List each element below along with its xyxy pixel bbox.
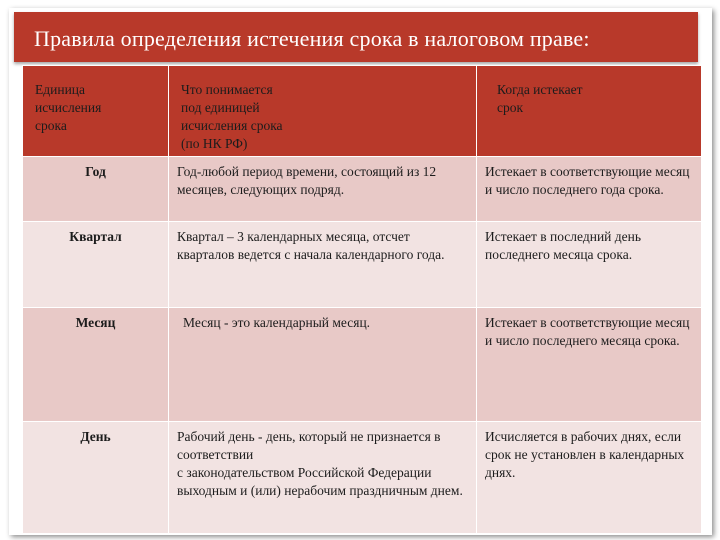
table-row <box>23 422 702 534</box>
cell-unit: Квартал <box>23 222 169 308</box>
table-header-row <box>23 66 702 157</box>
cell-definition: Квартал – 3 календарных месяца, отсчет кварталов ведется с начала календарного года. <box>169 222 477 308</box>
table-row <box>23 157 702 222</box>
title-bar <box>14 12 698 62</box>
table-row <box>23 308 702 422</box>
header-definition: Что понимается под единицей исчисления срока (по НК РФ) <box>169 66 477 157</box>
tax-term-table <box>22 65 702 534</box>
cell-expiry: Исчисляется в рабочих днях, если срок не установлен в календарных днях. <box>477 422 702 534</box>
header-unit: Единица исчисления срока <box>23 66 169 157</box>
cell-expiry: Истекает в соответствующие месяц и число последнего года срока. <box>477 157 702 222</box>
header-expiry: Когда истекает срок <box>477 66 702 157</box>
table-row <box>23 222 702 308</box>
cell-expiry: Истекает в последний день последнего месяца срока. <box>477 222 702 308</box>
cell-definition: Год-любой период времени, состоящий из 12 месяцев, следующих подряд. <box>169 157 477 222</box>
cell-unit: Месяц <box>23 308 169 422</box>
slide-title: Правила определения истечения срока в налоговом праве: <box>34 26 590 51</box>
cell-unit: День <box>23 422 169 534</box>
cell-definition: Месяц - это календарный месяц. <box>169 308 477 422</box>
cell-unit: Год <box>23 157 169 222</box>
cell-definition: Рабочий день - день, который не признается в соответствии с законодательством Российской Федерации выходным и (или) нерабочим праздничным днем. <box>169 422 477 534</box>
cell-expiry: Истекает в соответствующие месяц и число последнего месяца срока. <box>477 308 702 422</box>
